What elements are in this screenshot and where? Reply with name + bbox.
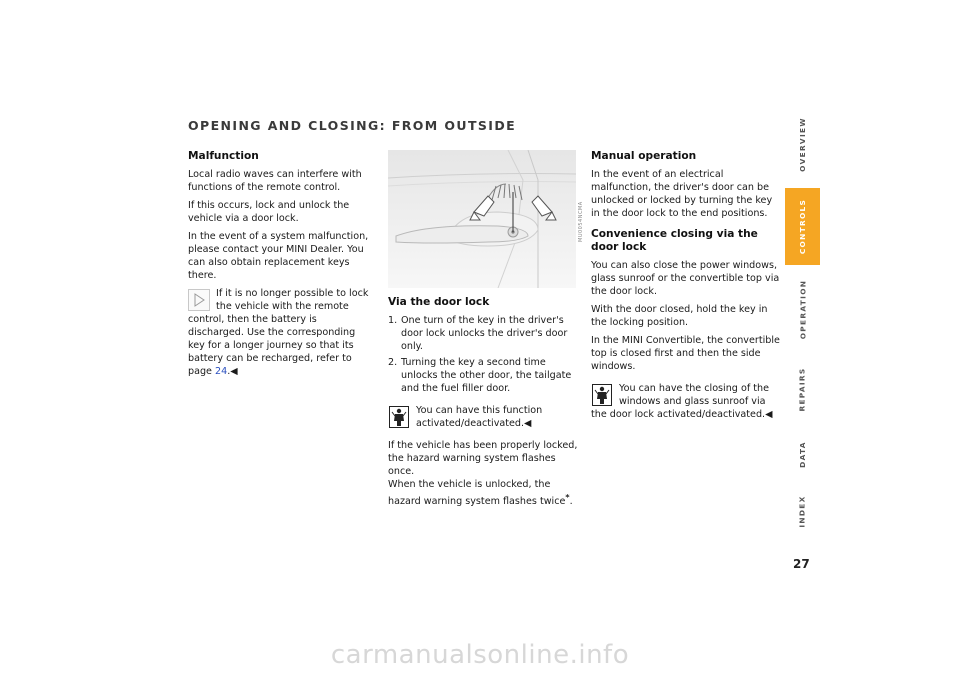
paragraph: If this occurs, lock and unlock the vehicle via a door lock.	[188, 200, 350, 224]
paragraph-end: .	[569, 496, 573, 508]
step-number: 2.	[388, 357, 398, 368]
heading-manual-operation: Manual operation	[591, 150, 697, 162]
step-text: One turn of the key in the driver's door lock unlocks the driver's door only.	[401, 315, 568, 352]
tab-label: INDEX	[797, 495, 807, 528]
page-link-24[interactable]: 24	[215, 366, 228, 377]
note-end: .◀	[227, 366, 238, 377]
note-text: If it is no longer possible to lock the vehicle with the remote control, then the battery is discharged. Use the corresponding key for a longer journey so that its battery can be recharged, refer to page	[188, 288, 369, 377]
heading-via-door-lock: Via the door lock	[388, 296, 490, 308]
paragraph	[388, 478, 580, 508]
note-text: You can have this function activated/deactivated.◀	[416, 405, 543, 429]
note-activation	[388, 404, 580, 430]
tab-repairs[interactable]	[785, 353, 820, 425]
tab-label: REPAIRS	[798, 366, 807, 412]
tab-label: CONTROLS	[798, 198, 807, 255]
column-malfunction	[188, 150, 373, 383]
note-battery	[188, 287, 373, 378]
watermark: carmanualsonline.info	[330, 640, 630, 670]
heading-convenience-closing: Convenience closing via the door lock	[591, 228, 758, 253]
note-text: You can have the closing of the windows and glass sunroof via the door lock activated/deactivated.◀	[591, 383, 773, 420]
figure-code: MU0054NCMA	[578, 201, 584, 242]
paragraph: You can also close the power windows, glass sunroof or the convertible top via the door lock.	[591, 260, 780, 297]
paragraph: In the event of an electrical malfunction, the driver's door can be unlocked or locked by turning the key in the door lock to the end positions.	[591, 169, 773, 219]
step-text: Turning the key a second time unlocks the other door, the tailgate and the fuel filler door.	[401, 357, 572, 394]
page-number: 27	[793, 557, 810, 571]
heading-malfunction: Malfunction	[188, 150, 259, 162]
tab-overview[interactable]	[785, 100, 820, 188]
list-item	[388, 314, 580, 353]
door-lock-illustration	[388, 150, 576, 288]
tab-controls[interactable]	[785, 188, 820, 265]
column-door-lock	[388, 296, 580, 513]
list-item	[388, 356, 580, 395]
sidebar-nav	[785, 100, 820, 540]
paragraph: Local radio waves can interfere with functions of the remote control.	[188, 169, 362, 193]
paragraph: With the door closed, hold the key in the locking position.	[591, 304, 768, 328]
note-closing	[591, 382, 783, 421]
tab-label: OVERVIEW	[798, 116, 807, 172]
note-triangle-icon	[188, 289, 210, 311]
mechanic-icon	[591, 384, 613, 406]
page-title: OPENING AND CLOSING: FROM OUTSIDE	[188, 118, 517, 133]
tab-data[interactable]	[785, 425, 820, 483]
tab-operation[interactable]	[785, 265, 820, 353]
tab-index[interactable]	[785, 483, 820, 540]
mechanic-icon	[388, 406, 410, 428]
tab-label: DATA	[797, 440, 807, 468]
step-number: 1.	[388, 315, 398, 326]
tab-label: OPERATION	[798, 279, 808, 339]
optional-equipment-star: *	[565, 493, 570, 502]
steps-list	[388, 314, 580, 395]
paragraph: In the MINI Convertible, the convertible top is closed first and then the side windows.	[591, 335, 780, 372]
paragraph-text: When the vehicle is unlocked, the hazard warning system flashes twice	[388, 479, 566, 508]
paragraph: In the event of a system malfunction, please contact your MINI Dealer. You can also obtain replacement keys there.	[188, 231, 369, 281]
column-manual-operation	[591, 150, 783, 426]
paragraph: If the vehicle has been properly locked, the hazard warning system flashes once.	[388, 440, 578, 477]
